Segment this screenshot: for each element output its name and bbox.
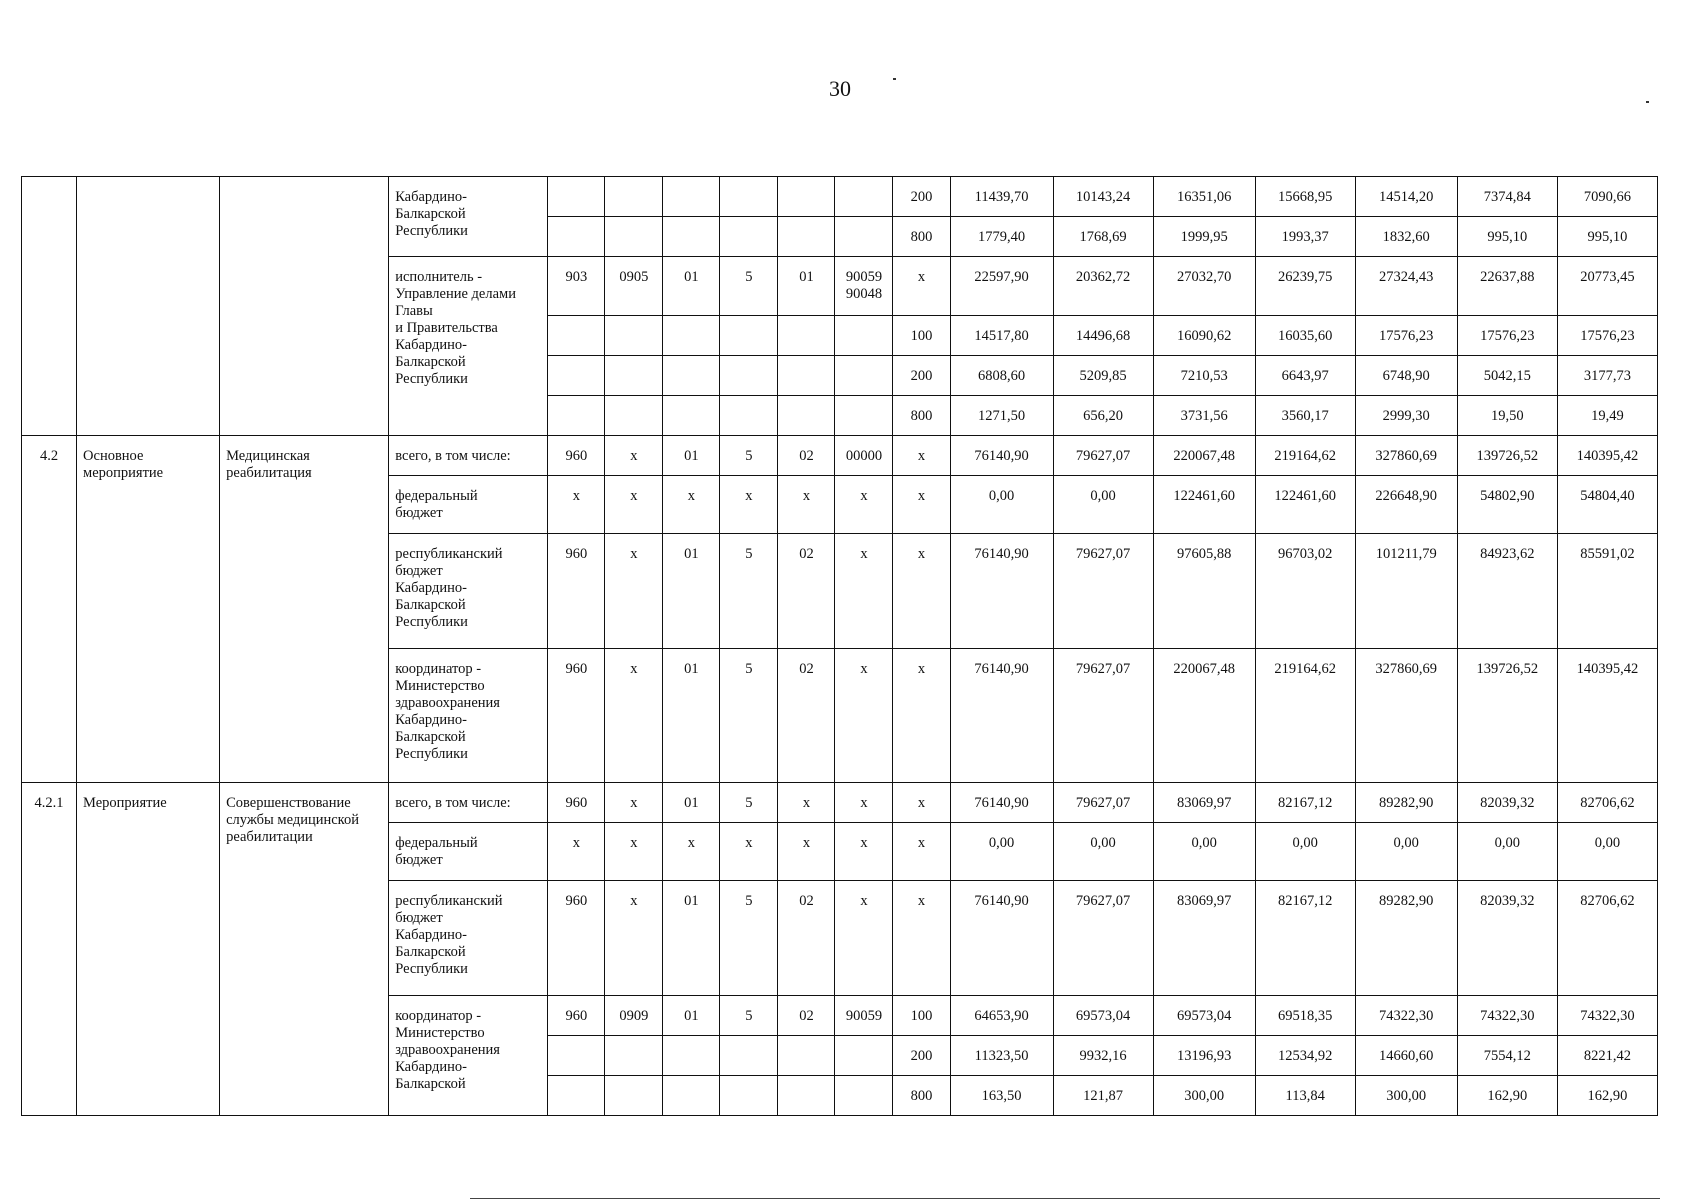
table-cell: 5 (720, 436, 778, 476)
table-cell: x (605, 823, 663, 881)
table-cell: 0909 (605, 996, 663, 1036)
table-cell (835, 177, 893, 217)
table-cell (663, 1076, 720, 1116)
table-cell: 11323,50 (950, 1036, 1053, 1076)
table-cell (605, 177, 663, 217)
table-cell: Основное мероприятие (77, 436, 220, 783)
table-cell: 02 (778, 436, 835, 476)
table-cell (720, 316, 778, 356)
table-cell: 960 (548, 996, 605, 1036)
table-cell: x (663, 476, 720, 534)
table-cell: x (835, 783, 893, 823)
table-cell: 82039,32 (1457, 783, 1557, 823)
table-row (22, 783, 1658, 823)
table-cell: координатор - Министерство здравоохранения Кабардино- Балкарской (389, 996, 548, 1116)
table-cell: 11439,70 (950, 177, 1053, 217)
table-cell: 200 (893, 177, 950, 217)
table-cell: 960 (548, 783, 605, 823)
table-cell: 27324,43 (1355, 257, 1457, 316)
table-cell: 300,00 (1153, 1076, 1255, 1116)
table-cell: 5209,85 (1053, 356, 1153, 396)
table-cell: 19,49 (1557, 396, 1657, 436)
table-cell: x (893, 534, 950, 649)
table-cell: 300,00 (1355, 1076, 1457, 1116)
table-cell: 0,00 (1255, 823, 1355, 881)
table-cell: 8221,42 (1557, 1036, 1657, 1076)
table-cell: 79627,07 (1053, 436, 1153, 476)
table-cell: 17576,23 (1355, 316, 1457, 356)
table-cell: 800 (893, 217, 950, 257)
table-cell: Кабардино- Балкарской Республики (389, 177, 548, 257)
table-cell: республиканский бюджет Кабардино- Балкарской Республики (389, 881, 548, 996)
table-cell: 960 (548, 436, 605, 476)
table-cell: x (835, 476, 893, 534)
table-cell: x (893, 783, 950, 823)
table-cell: 0,00 (1053, 476, 1153, 534)
table-cell: 01 (663, 783, 720, 823)
table-cell: 140395,42 (1557, 436, 1657, 476)
table-cell: 122461,60 (1255, 476, 1355, 534)
table-cell: 12534,92 (1255, 1036, 1355, 1076)
table-cell: 100 (893, 996, 950, 1036)
table-cell (720, 217, 778, 257)
table-cell: 0905 (605, 257, 663, 316)
table-cell: 76140,90 (950, 534, 1053, 649)
table-cell: 17576,23 (1457, 316, 1557, 356)
table-cell: 960 (548, 881, 605, 996)
table-cell: 90059 90048 (835, 257, 893, 316)
table-cell: 84923,62 (1457, 534, 1557, 649)
table-cell: 01 (663, 649, 720, 783)
table-cell: x (778, 476, 835, 534)
table-cell: 82167,12 (1255, 881, 1355, 996)
table-cell: 3560,17 (1255, 396, 1355, 436)
table-cell (778, 356, 835, 396)
table-cell: 0,00 (1557, 823, 1657, 881)
table-cell: 219164,62 (1255, 436, 1355, 476)
table-cell: 02 (778, 996, 835, 1036)
table-cell: 5 (720, 881, 778, 996)
table-cell: 800 (893, 396, 950, 436)
scan-speck (893, 78, 896, 80)
table-cell: республиканский бюджет Кабардино- Балкарской Республики (389, 534, 548, 649)
table-cell (605, 1076, 663, 1116)
table-cell: 54802,90 (1457, 476, 1557, 534)
table-cell: 16351,06 (1153, 177, 1255, 217)
table-cell: 20773,45 (1557, 257, 1657, 316)
table-cell: 76140,90 (950, 649, 1053, 783)
table-cell (778, 316, 835, 356)
table-cell: 1999,95 (1153, 217, 1255, 257)
table-cell: 74322,30 (1355, 996, 1457, 1036)
table-cell: всего, в том числе: (389, 436, 548, 476)
table-cell: 327860,69 (1355, 649, 1457, 783)
table-cell: 64653,90 (950, 996, 1053, 1036)
table-cell: федеральный бюджет (389, 823, 548, 881)
table-cell: Мероприятие (77, 783, 220, 1116)
table-cell: x (778, 783, 835, 823)
table-cell: 97605,88 (1153, 534, 1255, 649)
table-cell: 5 (720, 649, 778, 783)
table-cell: 82706,62 (1557, 881, 1657, 996)
table-row (22, 436, 1658, 476)
table-cell: 656,20 (1053, 396, 1153, 436)
table-cell (663, 177, 720, 217)
table-cell (778, 1076, 835, 1116)
table-cell: 5 (720, 257, 778, 316)
table-cell: 69573,04 (1153, 996, 1255, 1036)
table-cell (548, 177, 605, 217)
table-cell: 0,00 (1153, 823, 1255, 881)
table-cell: 82706,62 (1557, 783, 1657, 823)
table-cell: 0,00 (1457, 823, 1557, 881)
table-cell: 26239,75 (1255, 257, 1355, 316)
table-cell: x (893, 257, 950, 316)
table-cell: 0,00 (1355, 823, 1457, 881)
table-cell: 01 (778, 257, 835, 316)
table-cell: x (893, 881, 950, 996)
table-cell: x (605, 436, 663, 476)
table-cell: 960 (548, 534, 605, 649)
table-cell: 7090,66 (1557, 177, 1657, 217)
table-cell (548, 1076, 605, 1116)
table-cell: 9932,16 (1053, 1036, 1153, 1076)
table-cell: 7374,84 (1457, 177, 1557, 217)
table-cell (663, 396, 720, 436)
budget-table (21, 176, 1658, 1116)
table-cell: 6808,60 (950, 356, 1053, 396)
table-cell: 10143,24 (1053, 177, 1153, 217)
table-cell: 1832,60 (1355, 217, 1457, 257)
table-cell: всего, в том числе: (389, 783, 548, 823)
table-cell: 960 (548, 649, 605, 783)
table-cell: 89282,90 (1355, 783, 1457, 823)
table-cell: 0,00 (1053, 823, 1153, 881)
table-cell: 7554,12 (1457, 1036, 1557, 1076)
table-cell: 0,00 (950, 823, 1053, 881)
table-cell: 139726,52 (1457, 436, 1557, 476)
table-cell: 76140,90 (950, 436, 1053, 476)
table-cell: 220067,48 (1153, 649, 1255, 783)
table-cell: x (835, 649, 893, 783)
table-cell: 76140,90 (950, 783, 1053, 823)
table-cell (605, 217, 663, 257)
table-cell: 995,10 (1557, 217, 1657, 257)
table-cell: x (605, 649, 663, 783)
table-cell: x (835, 534, 893, 649)
table-cell: 02 (778, 649, 835, 783)
table-cell: координатор - Министерство здравоохранения Кабардино- Балкарской Республики (389, 649, 548, 783)
table-cell (22, 177, 77, 436)
page-number: 30 (829, 76, 851, 101)
table-cell: 200 (893, 1036, 950, 1076)
table-cell: 54804,40 (1557, 476, 1657, 534)
table-cell: исполнитель - Управление делами Главы и Правительства Кабардино- Балкарской Республики (389, 257, 548, 436)
table-cell (663, 356, 720, 396)
table-cell (663, 217, 720, 257)
table-cell (720, 396, 778, 436)
table-cell: 3731,56 (1153, 396, 1255, 436)
table-cell: 121,87 (1053, 1076, 1153, 1116)
table-cell: 219164,62 (1255, 649, 1355, 783)
table-cell: x (605, 881, 663, 996)
table-cell (778, 217, 835, 257)
scan-edge-line (470, 1198, 1660, 1199)
table-cell: x (720, 823, 778, 881)
table-cell (77, 177, 220, 436)
table-cell: 79627,07 (1053, 881, 1153, 996)
table-cell (835, 316, 893, 356)
table-cell: 1779,40 (950, 217, 1053, 257)
table-cell: 96703,02 (1255, 534, 1355, 649)
table-cell: 800 (893, 1076, 950, 1116)
table-cell: 113,84 (1255, 1076, 1355, 1116)
table-cell: 16035,60 (1255, 316, 1355, 356)
table-cell: 5 (720, 996, 778, 1036)
table-cell: x (893, 649, 950, 783)
table-cell: 74322,30 (1557, 996, 1657, 1036)
table-cell: 76140,90 (950, 881, 1053, 996)
table-cell: x (548, 823, 605, 881)
table-cell: 4.2 (22, 436, 77, 783)
table-cell: x (720, 476, 778, 534)
table-cell: 79627,07 (1053, 534, 1153, 649)
table-cell: 01 (663, 881, 720, 996)
table-cell: 74322,30 (1457, 996, 1557, 1036)
table-cell: 162,90 (1457, 1076, 1557, 1116)
table-cell (835, 217, 893, 257)
table-cell: 1768,69 (1053, 217, 1153, 257)
table-cell: x (778, 823, 835, 881)
table-cell: 14517,80 (950, 316, 1053, 356)
table-cell: 1993,37 (1255, 217, 1355, 257)
table-cell (605, 356, 663, 396)
table-cell: 79627,07 (1053, 783, 1153, 823)
table-cell: 83069,97 (1153, 881, 1255, 996)
table-cell: 5 (720, 783, 778, 823)
table-cell: 6748,90 (1355, 356, 1457, 396)
table-cell: 16090,62 (1153, 316, 1255, 356)
table-cell (835, 356, 893, 396)
table-cell: 20362,72 (1053, 257, 1153, 316)
table-cell: Медицинская реабилитация (220, 436, 389, 783)
table-cell: x (605, 783, 663, 823)
table-cell: 162,90 (1557, 1076, 1657, 1116)
table-cell: 89282,90 (1355, 881, 1457, 996)
table-cell: 22597,90 (950, 257, 1053, 316)
table-cell: 13196,93 (1153, 1036, 1255, 1076)
table-cell: 163,50 (950, 1076, 1053, 1116)
table-cell: x (893, 436, 950, 476)
table-cell: x (893, 476, 950, 534)
table-cell: 90059 (835, 996, 893, 1036)
table-cell (720, 1076, 778, 1116)
table-row (22, 177, 1658, 217)
table-cell: 79627,07 (1053, 649, 1153, 783)
table-cell (605, 396, 663, 436)
table-cell: 122461,60 (1153, 476, 1255, 534)
table-cell: 27032,70 (1153, 257, 1255, 316)
table-cell: 85591,02 (1557, 534, 1657, 649)
table-cell: 139726,52 (1457, 649, 1557, 783)
table-cell: 7210,53 (1153, 356, 1255, 396)
table-cell: 5042,15 (1457, 356, 1557, 396)
table-cell: 14496,68 (1053, 316, 1153, 356)
table-cell: 69518,35 (1255, 996, 1355, 1036)
table-cell: 200 (893, 356, 950, 396)
table-cell: 14660,60 (1355, 1036, 1457, 1076)
table-cell: x (663, 823, 720, 881)
table-cell: 6643,97 (1255, 356, 1355, 396)
table-cell: 995,10 (1457, 217, 1557, 257)
table-cell: x (605, 476, 663, 534)
table-cell (835, 1036, 893, 1076)
table-cell (778, 396, 835, 436)
table-cell: x (605, 534, 663, 649)
table-cell: 01 (663, 534, 720, 649)
table-cell: x (835, 881, 893, 996)
table-cell: 0,00 (950, 476, 1053, 534)
table-cell (720, 356, 778, 396)
table-cell: 101211,79 (1355, 534, 1457, 649)
table-cell: 69573,04 (1053, 996, 1153, 1036)
table-cell (548, 396, 605, 436)
table-cell: 903 (548, 257, 605, 316)
table-cell: x (548, 476, 605, 534)
table-cell: 17576,23 (1557, 316, 1657, 356)
table-cell: 226648,90 (1355, 476, 1457, 534)
table-cell: 01 (663, 996, 720, 1036)
table-cell: 00000 (835, 436, 893, 476)
table-cell: 5 (720, 534, 778, 649)
table-cell (663, 1036, 720, 1076)
table-cell: 100 (893, 316, 950, 356)
table-cell (548, 217, 605, 257)
table-cell: 19,50 (1457, 396, 1557, 436)
table-cell (605, 316, 663, 356)
table-cell: 3177,73 (1557, 356, 1657, 396)
table-cell (663, 316, 720, 356)
table-cell: 22637,88 (1457, 257, 1557, 316)
table-cell (720, 1036, 778, 1076)
table-cell: 01 (663, 257, 720, 316)
table-cell (220, 177, 389, 436)
table-cell (778, 177, 835, 217)
table-cell (835, 1076, 893, 1116)
table-cell (720, 177, 778, 217)
table-cell (548, 356, 605, 396)
table-cell (605, 1036, 663, 1076)
table-cell: 327860,69 (1355, 436, 1457, 476)
table-cell: федеральный бюджет (389, 476, 548, 534)
table-cell: 01 (663, 436, 720, 476)
table-cell: 02 (778, 534, 835, 649)
table-cell (548, 316, 605, 356)
table-cell: 82167,12 (1255, 783, 1355, 823)
table-cell: x (893, 823, 950, 881)
table-cell: 02 (778, 881, 835, 996)
scan-speck (1646, 101, 1649, 103)
table-cell (835, 396, 893, 436)
table-cell: x (835, 823, 893, 881)
table-cell: 2999,30 (1355, 396, 1457, 436)
table-cell: 140395,42 (1557, 649, 1657, 783)
table-cell: 15668,95 (1255, 177, 1355, 217)
table-cell: 83069,97 (1153, 783, 1255, 823)
table-cell: 220067,48 (1153, 436, 1255, 476)
table-cell: Совершенствование службы медицинской реабилитации (220, 783, 389, 1116)
table-cell: 1271,50 (950, 396, 1053, 436)
table-cell: 14514,20 (1355, 177, 1457, 217)
table-cell: 4.2.1 (22, 783, 77, 1116)
table-cell (778, 1036, 835, 1076)
table-cell: 82039,32 (1457, 881, 1557, 996)
table-cell (548, 1036, 605, 1076)
